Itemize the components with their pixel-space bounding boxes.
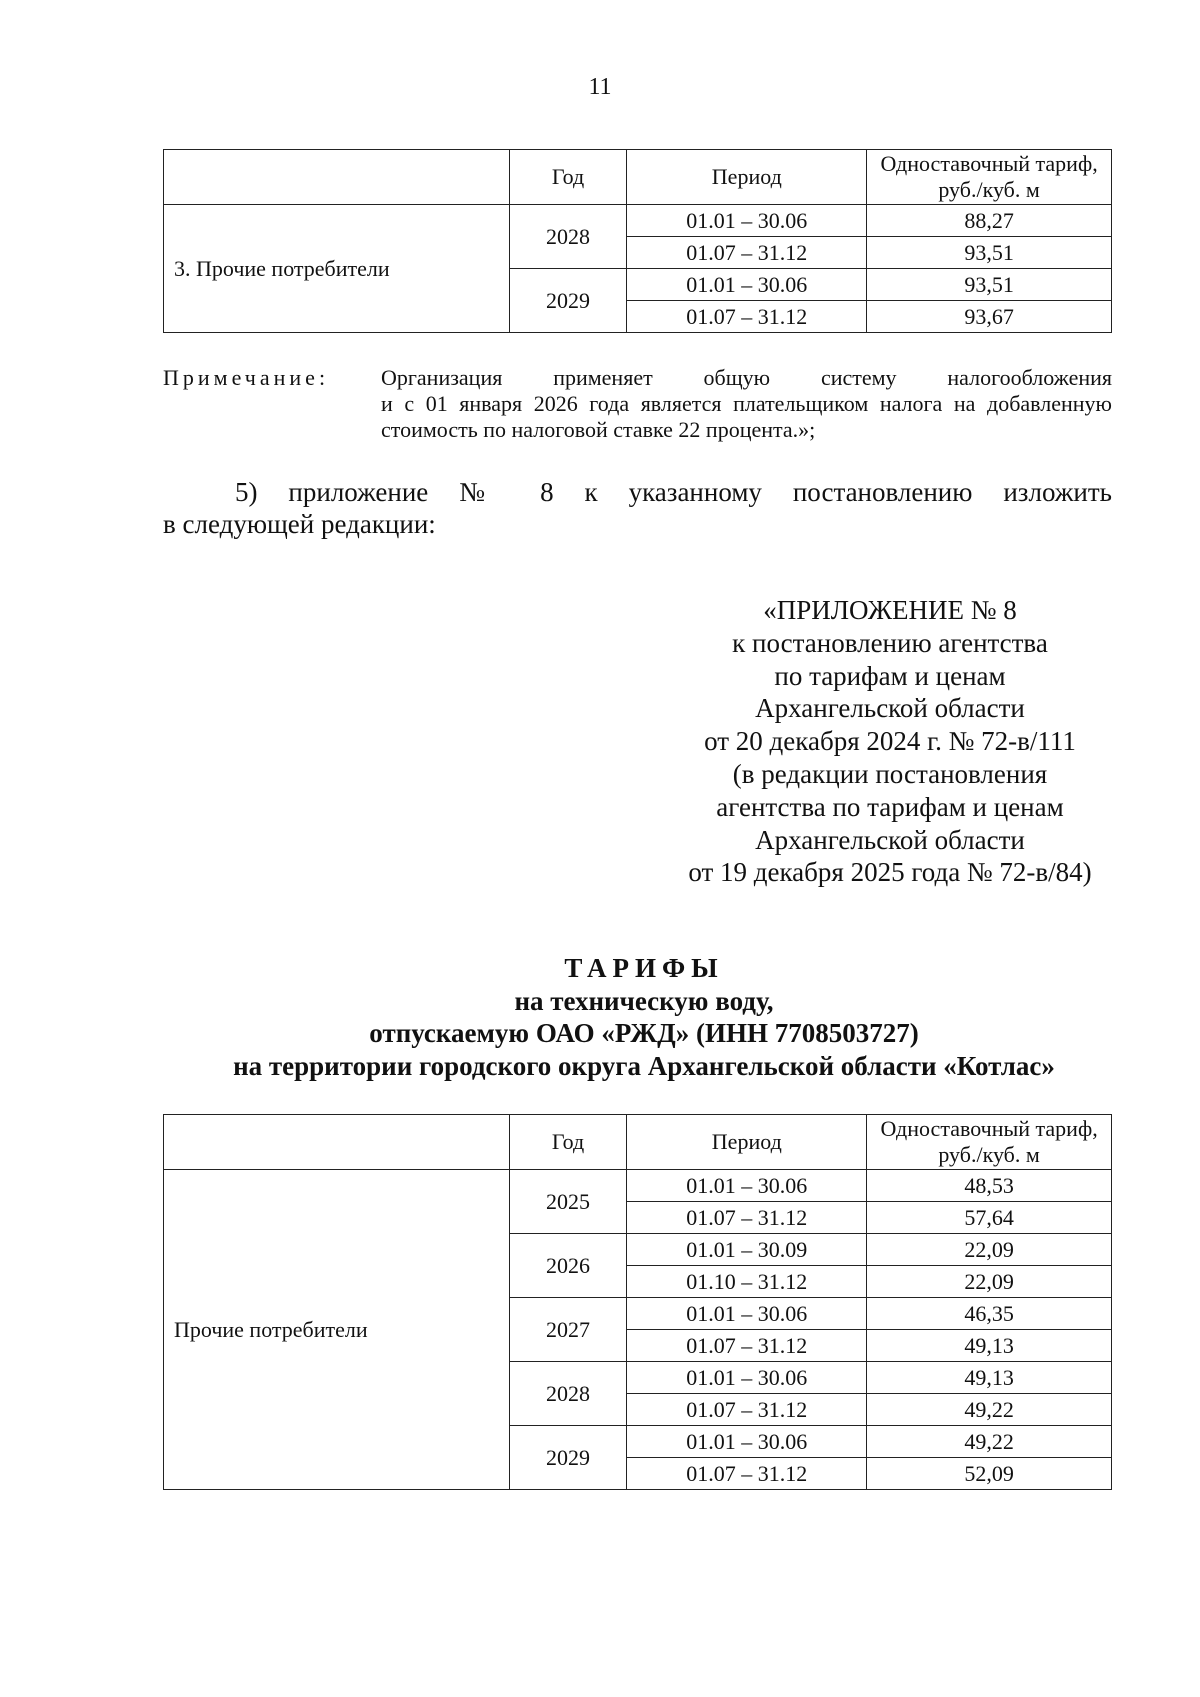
- tariff-table-other-consumers: [163, 149, 1112, 333]
- year-cell: 2027: [509, 1298, 627, 1362]
- period-cell: 01.07 – 31.12: [627, 301, 867, 333]
- tariff-cell: 49,13: [867, 1362, 1112, 1394]
- heading-line-2: на техническую воду,: [514, 985, 774, 1016]
- note-line-2: и с 01 января 2026 года является плательщиком налога на добавленную стоимость по налоговой ставке 22 процента.»;: [381, 391, 1112, 442]
- table-row: [164, 205, 1112, 237]
- tariff-cell: 49,22: [867, 1426, 1112, 1458]
- period-cell: 01.07 – 31.12: [627, 1394, 867, 1426]
- heading-line-3: отпускаемую ОАО «РЖД» (ИНН 7708503727): [369, 1018, 919, 1048]
- appendix-line: к постановлению агентства: [732, 627, 1048, 658]
- period-cell: 01.01 – 30.06: [627, 205, 867, 237]
- period-cell: 01.01 – 30.06: [627, 1298, 867, 1330]
- note-text: [381, 365, 1112, 443]
- appendix-line: Архангельской области: [755, 824, 1025, 855]
- amendment-paragraph: [163, 476, 1112, 540]
- header-year: Год: [509, 1115, 627, 1170]
- tariff-cell: 48,53: [867, 1170, 1112, 1202]
- table-header-row: [164, 150, 1112, 205]
- consumer-cell: 3. Прочие потребители: [164, 205, 510, 333]
- note-label: Примечание:: [163, 365, 330, 390]
- table-header-row: [164, 1115, 1112, 1170]
- heading-title: ТАРИФЫ: [564, 953, 724, 983]
- period-cell: 01.01 – 30.06: [627, 1426, 867, 1458]
- year-cell: 2026: [509, 1234, 627, 1298]
- period-cell: 01.10 – 31.12: [627, 1266, 867, 1298]
- header-tariff: Одноставочный тариф, руб./куб. м: [867, 150, 1112, 205]
- tariff-cell: 57,64: [867, 1202, 1112, 1234]
- appendix-line: «ПРИЛОЖЕНИЕ № 8: [763, 595, 1017, 625]
- tariff-cell: 46,35: [867, 1298, 1112, 1330]
- consumer-cell: Прочие потребители: [164, 1170, 510, 1490]
- heading-line-4: на территории городского округа Архангельской области «Котлас»: [233, 1050, 1055, 1081]
- tariff-cell: 93,51: [867, 269, 1112, 301]
- appendix-line: от 19 декабря 2025 года № 72-в/84): [688, 857, 1092, 888]
- appendix-line: Архангельской области: [755, 693, 1025, 724]
- tariff-table-kotlas: [163, 1114, 1112, 1490]
- header-period: Период: [627, 1115, 867, 1170]
- note-line-1: Организация применяет общую систему налогообложения: [381, 365, 1112, 390]
- year-cell: 2025: [509, 1170, 627, 1234]
- period-cell: 01.07 – 31.12: [627, 1330, 867, 1362]
- period-cell: 01.07 – 31.12: [627, 1458, 867, 1490]
- period-cell: 01.01 – 30.06: [627, 1362, 867, 1394]
- header-consumer: [164, 150, 510, 205]
- tariff-cell: 49,22: [867, 1394, 1112, 1426]
- tariff-cell: 49,13: [867, 1330, 1112, 1362]
- header-period: Период: [627, 150, 867, 205]
- tariffs-heading: [0, 952, 1200, 1082]
- tariff-cell: 22,09: [867, 1234, 1112, 1266]
- tariff-cell: 22,09: [867, 1266, 1112, 1298]
- year-cell: 2029: [509, 1426, 627, 1490]
- table-row: [164, 1170, 1112, 1202]
- tariff-cell: 93,67: [867, 301, 1112, 333]
- period-cell: 01.07 – 31.12: [627, 1202, 867, 1234]
- period-cell: 01.07 – 31.12: [627, 237, 867, 269]
- page-number: 11: [588, 74, 612, 100]
- header-consumer: [164, 1115, 510, 1170]
- paragraph-line-1: 5) приложение № 8 к указанному постановлению изложить: [235, 477, 1112, 507]
- header-year: Год: [509, 150, 627, 205]
- tariff-cell: 93,51: [867, 237, 1112, 269]
- year-cell: 2029: [509, 269, 627, 333]
- period-cell: 01.01 – 30.06: [627, 1170, 867, 1202]
- period-cell: 01.01 – 30.06: [627, 269, 867, 301]
- appendix-line: агентства по тарифам и ценам: [716, 791, 1064, 822]
- year-cell: 2028: [509, 205, 627, 269]
- tariff-cell: 52,09: [867, 1458, 1112, 1490]
- header-tariff: Одноставочный тариф, руб./куб. м: [867, 1115, 1112, 1170]
- period-cell: 01.01 – 30.09: [627, 1234, 867, 1266]
- paragraph-line-2: в следующей редакции:: [163, 509, 436, 539]
- appendix-line: по тарифам и ценам: [774, 660, 1006, 691]
- appendix-block: [660, 594, 1120, 889]
- tariff-cell: 88,27: [867, 205, 1112, 237]
- appendix-line: (в редакции постановления: [732, 758, 1048, 789]
- year-cell: 2028: [509, 1362, 627, 1426]
- appendix-line: от 20 декабря 2024 г. № 72-в/111: [704, 726, 1076, 757]
